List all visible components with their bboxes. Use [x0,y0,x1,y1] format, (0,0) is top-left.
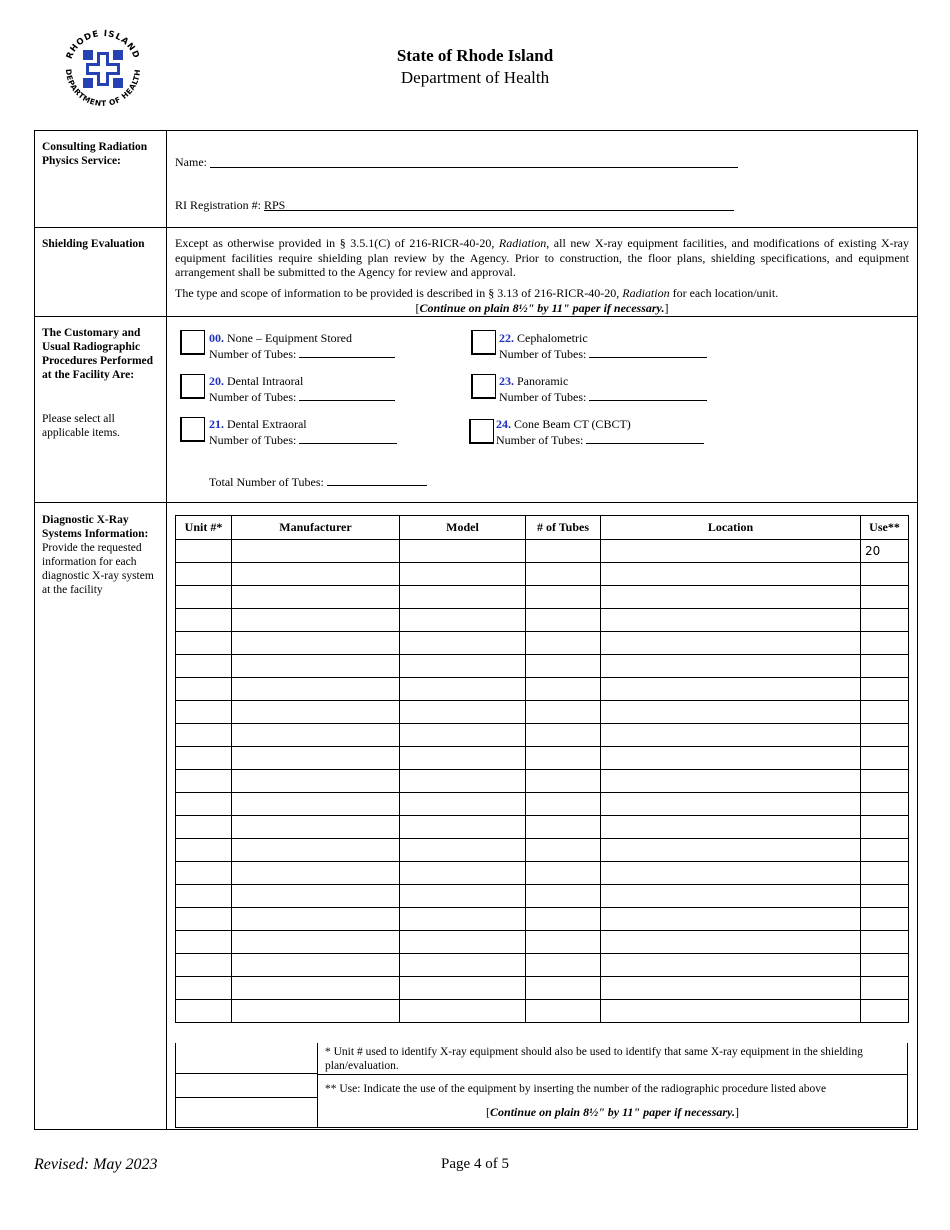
tubes-field[interactable] [299,389,395,401]
table-cell[interactable] [601,862,861,885]
table-cell[interactable] [400,632,526,655]
table-cell[interactable] [232,885,400,908]
diagnostic-label: Diagnostic X-Ray Systems Information: [42,514,149,540]
divider [34,316,917,317]
table-row [176,678,909,701]
table-cell[interactable] [232,701,400,724]
table-cell[interactable] [400,678,526,701]
code: 23. [499,374,514,388]
table-cell[interactable] [526,816,601,839]
total-tubes-label: Total Number of Tubes: [209,475,324,489]
table-row [176,1000,909,1023]
table-cell[interactable] [601,747,861,770]
table-cell[interactable] [601,540,861,563]
text: Except as otherwise provided in § 3.5.1(C) of 216-RICR-40-20, [175,236,499,250]
registration-field[interactable] [285,198,734,211]
tubes-field[interactable] [589,346,707,358]
table-cell[interactable] [861,862,909,885]
table-row [176,977,909,1000]
table-cell[interactable] [526,724,601,747]
table-cell[interactable] [601,701,861,724]
table-cell[interactable] [400,885,526,908]
table-cell[interactable] [176,540,232,563]
table-cell[interactable] [176,678,232,701]
table-cell[interactable] [232,862,400,885]
table-cell[interactable] [861,724,909,747]
table-cell[interactable] [176,770,232,793]
table-cell[interactable] [232,678,400,701]
footnote-unit: * Unit # used to identify X-ray equipment should also be used to identify that same X-ray equipment in the shielding plan/evaluation. [325,1046,863,1072]
revised-date: Revised: May 2023 [34,1156,158,1173]
table-cell[interactable] [176,954,232,977]
table-cell[interactable] [232,931,400,954]
table-cell[interactable] [861,747,909,770]
table-cell[interactable] [526,770,601,793]
table-cell[interactable] [400,839,526,862]
department-subtitle: Department of Health [400,68,550,87]
registration-row [175,198,734,213]
name: Cone Beam CT (CBCT) [514,417,631,431]
table-cell[interactable] [601,908,861,931]
table-cell[interactable] [526,586,601,609]
table-cell[interactable] [861,701,909,724]
table-cell[interactable] [861,839,909,862]
table-cell[interactable] [176,793,232,816]
name-row [175,155,738,170]
table-cell[interactable] [176,563,232,586]
col-model: Model [400,516,526,540]
table-cell[interactable] [601,885,861,908]
table-row [176,954,909,977]
table-cell[interactable] [400,862,526,885]
table-cell[interactable] [861,954,909,977]
checkbox-00[interactable] [180,330,205,355]
table-cell[interactable] [400,816,526,839]
table-row [176,724,909,747]
text-italic: Radiation [498,236,547,250]
table-cell[interactable] [601,724,861,747]
checkbox-22[interactable] [471,330,496,355]
page-number: Page 4 of 5 [441,1156,509,1172]
name: None – Equipment Stored [227,331,352,345]
shielding-label: Shielding Evaluation [42,238,145,250]
table-cell[interactable] [861,885,909,908]
table-cell[interactable] [400,747,526,770]
table-row [176,908,909,931]
table-cell[interactable] [232,655,400,678]
code: 21. [209,417,224,431]
table-cell[interactable] [526,632,601,655]
table-cell[interactable] [861,586,909,609]
table-cell[interactable] [861,770,909,793]
tubes-field[interactable] [299,432,397,444]
text: for each location/unit. [669,286,779,300]
procedures-note: Please select all applicable items. [42,413,120,439]
table-cell[interactable] [176,977,232,1000]
table-cell[interactable] [232,908,400,931]
col-use: Use** [861,516,909,540]
procedure-item-00 [209,331,395,361]
checkbox-20[interactable] [180,374,205,399]
table-cell[interactable] [601,793,861,816]
table-row [176,885,909,908]
table-cell[interactable] [176,1000,232,1023]
col-location: Location [601,516,861,540]
procedure-item-21 [209,417,397,447]
table-cell[interactable] [400,1000,526,1023]
tubes-label: Number of Tubes: [496,432,584,447]
table-cell[interactable] [176,908,232,931]
table-cell[interactable] [526,954,601,977]
table-cell[interactable] [861,632,909,655]
table-cell[interactable] [232,632,400,655]
code: 20. [209,374,224,388]
checkbox-23[interactable] [471,374,496,399]
shielding-paragraph-2 [175,286,909,301]
table-cell[interactable] [176,632,232,655]
shielding-paragraph-1 [175,236,909,280]
table-cell[interactable] [526,839,601,862]
tubes-label: Number of Tubes: [499,346,587,361]
table-cell[interactable] [861,977,909,1000]
checkbox-21[interactable] [180,417,205,442]
table-cell[interactable] [861,678,909,701]
table-header-row [176,516,909,540]
table-cell[interactable] [526,931,601,954]
table-cell[interactable] [526,1000,601,1023]
tubes-label: Number of Tubes: [209,346,297,361]
table-cell[interactable] [232,793,400,816]
table-cell[interactable] [861,908,909,931]
table-cell[interactable] [232,770,400,793]
table-cell[interactable] [526,655,601,678]
table-cell[interactable] [526,977,601,1000]
table-cell[interactable] [526,908,601,931]
table-cell[interactable] [400,724,526,747]
checkbox-24[interactable] [469,419,494,444]
table-cell[interactable] [400,770,526,793]
consulting-label: Consulting Radiation Physics Service: [42,141,148,167]
name-field[interactable] [210,155,738,168]
total-tubes-field[interactable] [327,474,427,486]
name: Cephalometric [517,331,588,345]
table-cell[interactable] [232,563,400,586]
table-cell[interactable] [601,1000,861,1023]
table-row [176,747,909,770]
table-cell[interactable] [601,816,861,839]
table-row [176,632,909,655]
table-row [176,701,909,724]
registration-label: RI Registration #: [175,198,261,212]
table-cell[interactable] [601,839,861,862]
diagnostic-description: Provide the requested information for each diagnostic X-ray system at the facility [42,542,154,596]
table-row [176,816,909,839]
text: , all new X-ray equipment facilities, and modifications of existing X-ray equipment facilities require shielding plan review by the Agency. Prior to construction, the floor plans, shielding specifications, and equipment arrangement shall be submitted to the Agency for review and approval. [175,236,909,279]
shielding-continue-note: [Continue on plain 8½" by 11" paper if necessary.] [415,301,669,315]
code: 00. [209,331,224,345]
tubes-field[interactable] [589,389,707,401]
table-cell[interactable] [601,586,861,609]
table-cell[interactable] [176,816,232,839]
table-cell[interactable] [601,770,861,793]
code: 22. [499,331,514,345]
logo-text-top: RHODE ISLAND [64,28,142,61]
table-row [176,839,909,862]
table-cell[interactable] [176,724,232,747]
table-cell[interactable] [232,816,400,839]
table-cell[interactable] [601,931,861,954]
table-cell[interactable] [176,885,232,908]
table-cell[interactable] [400,908,526,931]
col-unit: Unit #* [176,516,232,540]
col-manufacturer: Manufacturer [232,516,400,540]
table-row [176,563,909,586]
registration-prefix: RPS [264,198,286,212]
table-cell[interactable] [400,540,526,563]
table-cell[interactable] [861,793,909,816]
divider [34,227,917,228]
use-cell-value[interactable]: 20 [861,540,909,563]
procedure-item-23 [499,374,707,404]
table-cell[interactable] [601,563,861,586]
table-cell[interactable] [176,747,232,770]
table-row [176,793,909,816]
table-cell[interactable] [232,540,400,563]
table-cell[interactable] [400,701,526,724]
col-tubes: # of Tubes [526,516,601,540]
divider [175,1073,317,1074]
table-cell[interactable] [176,586,232,609]
table-cell[interactable] [400,655,526,678]
procedure-item-24 [496,417,704,447]
code: 24. [496,417,511,431]
table-cell[interactable] [601,678,861,701]
label-column-divider [166,130,167,1129]
table-cell[interactable] [861,655,909,678]
table-cell[interactable] [400,793,526,816]
procedure-item-22 [499,331,707,361]
table-cell[interactable] [861,609,909,632]
continue-text: Continue on plain 8½" by 11" paper if necessary. [490,1105,735,1119]
text-italic: Radiation [622,286,670,300]
name: Panoramic [517,374,569,388]
tubes-field[interactable] [586,432,704,444]
table-cell[interactable] [526,701,601,724]
table-cell[interactable] [400,954,526,977]
table-row [176,655,909,678]
table-cell[interactable] [601,609,861,632]
table-cell[interactable] [176,701,232,724]
xray-systems-table [175,515,909,1023]
tubes-label: Number of Tubes: [499,389,587,404]
table-cell[interactable] [176,609,232,632]
table-cell[interactable] [176,931,232,954]
table-cell[interactable] [861,1000,909,1023]
name-label: Name: [175,155,207,169]
diagnostic-continue-note: [Continue on plain 8½" by 11" paper if necessary.] [486,1105,739,1119]
table-cell[interactable] [601,655,861,678]
table-cell[interactable] [601,977,861,1000]
tubes-label: Number of Tubes: [209,389,297,404]
divider [175,1097,317,1098]
table-cell[interactable] [601,954,861,977]
table-cell[interactable] [526,563,601,586]
name: Dental Extraoral [227,417,307,431]
table-cell[interactable] [861,816,909,839]
table-cell[interactable] [400,609,526,632]
table-cell[interactable] [176,862,232,885]
table-cell[interactable] [526,540,601,563]
table-cell[interactable] [400,931,526,954]
footnote-use: ** Use: Indicate the use of the equipment by inserting the number of the radiographic procedure listed above [325,1083,827,1095]
table-cell[interactable] [526,678,601,701]
table-cell[interactable] [232,839,400,862]
table-cell[interactable] [526,609,601,632]
table-row [176,540,909,563]
logo-text-bottom: DEPARTMENT OF HEALTH [63,68,143,109]
table-cell[interactable] [232,954,400,977]
table-cell[interactable] [861,931,909,954]
divider [317,1074,908,1075]
table-cell[interactable] [526,747,601,770]
table-cell[interactable] [526,885,601,908]
table-cell[interactable] [232,747,400,770]
procedures-label: The Customary and Usual Radiographic Procedures Performed at the Facility Are: [42,327,154,381]
table-cell[interactable] [176,839,232,862]
table-row [176,931,909,954]
table-cell[interactable] [601,632,861,655]
text: The type and scope of information to be provided is described in § 3.13 of 216-RICR-40-20, [175,286,623,300]
continue-text: Continue on plain 8½" by 11" paper if necessary. [419,301,665,315]
table-cell[interactable] [400,586,526,609]
divider [34,502,917,503]
tubes-label: Number of Tubes: [209,432,297,447]
table-cell[interactable] [861,563,909,586]
table-cell[interactable] [400,563,526,586]
tubes-field[interactable] [299,346,395,358]
table-cell[interactable] [232,1000,400,1023]
table-cell[interactable] [526,793,601,816]
table-cell[interactable] [232,724,400,747]
table-cell[interactable] [526,862,601,885]
table-row [176,586,909,609]
state-title: State of Rhode Island [396,46,554,65]
table-cell[interactable] [232,977,400,1000]
table-cell[interactable] [232,586,400,609]
table-row [176,770,909,793]
name: Dental Intraoral [227,374,304,388]
table-cell[interactable] [400,977,526,1000]
table-cell[interactable] [176,655,232,678]
procedure-item-20 [209,374,395,404]
total-tubes-row [209,474,427,490]
table-row [176,862,909,885]
table-cell[interactable] [232,609,400,632]
table-row [176,609,909,632]
